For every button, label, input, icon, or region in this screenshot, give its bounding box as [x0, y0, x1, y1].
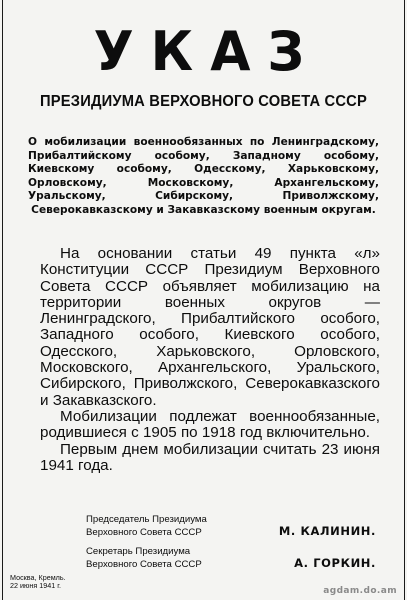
signature-name: А. ГОРКИН. [294, 555, 376, 570]
decree-body [40, 246, 380, 474]
signature-secretary [86, 546, 376, 570]
signatures-block [86, 514, 376, 578]
place-and-date [10, 574, 66, 591]
signature-row [86, 523, 376, 539]
signature-role: Председатель Президиума [86, 514, 207, 525]
body-paragraph: Мобилизации подлежат военнообязанные, родившиеся с 1905 по 1918 год включительно. [40, 407, 380, 442]
site-watermark: agdam.do.am [323, 586, 397, 596]
body-paragraph: На основании статьи 49 пункта «л» Конституции СССР Президиум Верховного Совета СССР объявляет мобилизацию на территории военных округов — Ленинградского, Прибалтийского особого, Западного особого, Киевского особого, Одесского, Харьковского, Орловского, Московского, Архангельского, Уральского, Сибирского, Приволжского, Северокавказского и Закавказского. [40, 245, 380, 409]
signature-name: М. КАЛИНИН. [278, 523, 376, 538]
signature-role: Верховного Совета СССР [86, 526, 202, 538]
date: 22 июня 1941 г. [10, 581, 61, 591]
decree-title: УКАЗ [93, 20, 322, 84]
page-border-left [2, 0, 3, 600]
signature-row [86, 555, 376, 571]
decree-subject: О мобилизации военнообязанных по Ленинградскому, Прибалтийскому особому, Западному особому, Киевскому особому, Одесскому, Харьковскому, Орловскому, Московскому, Архангельскому, Уральскому, Сибирскому, Приволжскому, Северокавказскому и Закавказскому военным округам. [28, 136, 379, 216]
signature-role: Секретарь Президиума [86, 546, 191, 557]
page-border-right [404, 0, 405, 600]
signature-chairman [86, 514, 376, 538]
decree-issuer: ПРЕЗИДИУМА ВЕРХОВНОГО СОВЕТА СССР [40, 93, 367, 110]
signature-role: Верховного Совета СССР [86, 558, 202, 570]
place: Москва, Кремль. [10, 573, 66, 582]
body-paragraph: Первым днем мобилизации считать 23 июня 1941 года. [40, 440, 380, 474]
